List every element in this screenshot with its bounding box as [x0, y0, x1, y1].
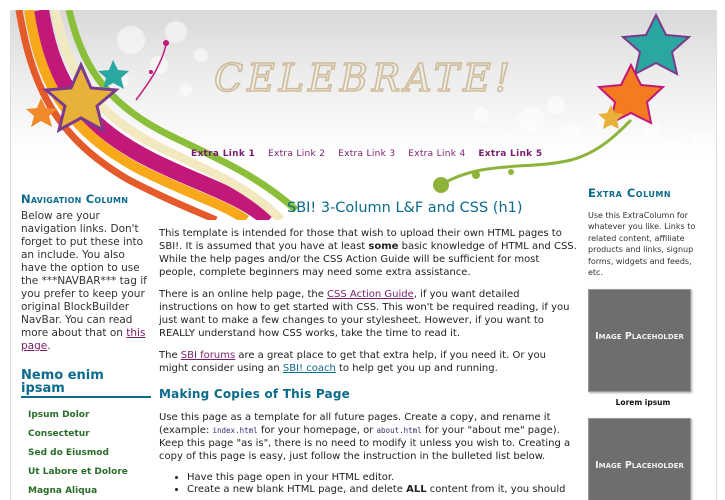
banner-title: CELEBRATE! — [214, 56, 515, 100]
this-page-link[interactable]: this page — [21, 327, 146, 352]
image-placeholder-2-label: Image Placeholder — [595, 460, 684, 471]
instruction-list — [159, 472, 577, 496]
image-placeholder-2 — [588, 418, 691, 500]
top-nav-link-5[interactable]: Extra Link 5 — [478, 149, 543, 159]
nav-section-heading: Nemo enim ipsam — [21, 369, 151, 398]
extra-column — [588, 188, 698, 500]
paragraph-help — [159, 288, 577, 340]
paragraph-forums — [159, 349, 577, 375]
css-action-guide-link[interactable]: CSS Action Guide — [327, 289, 414, 300]
image-caption: Lorem ipsum — [615, 397, 671, 407]
p1-text-b: basic knowledge of HTML and CSS. While the help pages and/or the CSS Action Guide will be sufficient for most people, complete beginners may need some extra assistance. — [159, 241, 577, 278]
nav-item-consectetur[interactable]: Consectetur — [28, 429, 90, 439]
extra-column-heading: Extra Column — [588, 186, 672, 200]
paragraph-intro — [159, 227, 577, 279]
bullet-2-text-b: content from it, you should — [426, 484, 566, 495]
bullet-1-text: Have this page open in your HTML editor. — [187, 472, 395, 483]
bullet-2-text-a: Create a new blank HTML page, and delete — [187, 484, 407, 495]
nav-item-ut-labore[interactable]: Ut Labore et Dolore — [28, 467, 128, 477]
section-heading-copies: Making Copies of This Page — [159, 387, 350, 401]
p2-text-b: , if you want detailed instructions on how to get started with CSS. This won't be required reading, if you just want to make a few changes to your stylesheet. However, if you want to REALLY understand how CSS works, take the time to read it. — [159, 289, 570, 339]
code-index-html: index.html — [212, 426, 258, 435]
p3-text-b: are a great place to get that extra help, if you need it. Or you might consider using an — [159, 350, 546, 374]
p4-text-a: Use this page as a template for all future pages. Create a copy, and rename it (example: — [159, 412, 551, 436]
navigation-column-heading: Navigation Column — [21, 192, 129, 206]
top-nav-link-4[interactable]: Extra Link 4 — [408, 149, 466, 159]
p1-bold: some — [368, 241, 399, 252]
paragraph-copies — [159, 411, 577, 463]
code-about-html: about.html — [376, 426, 422, 435]
main-content — [159, 202, 577, 496]
bullet-2-bold: ALL — [406, 484, 427, 495]
navigation-column — [21, 193, 151, 500]
p1-text-a: This template is intended for those that wish to upload their own HTML pages to SBI!. It is assumed that you have at least — [159, 228, 562, 252]
top-nav-link-3[interactable]: Extra Link 3 — [338, 149, 396, 159]
image-placeholder-1 — [588, 289, 691, 392]
extra-column-text: Use this ExtraColumn for whatever you like. Links to related content, affiliate products and links, signup forms, widgets and feeds, etc. — [588, 210, 696, 277]
p2-text-a: There is an online help page, the — [159, 289, 328, 300]
top-nav-link-2[interactable]: Extra Link 2 — [267, 149, 326, 159]
p3-text-a: The — [159, 350, 181, 361]
p4-text-b: for your homepage, or — [257, 425, 377, 436]
navigation-intro-end: . — [47, 340, 51, 352]
top-navigation — [191, 149, 552, 159]
nav-item-ipsum-dolor[interactable]: Ipsum Dolor — [28, 410, 90, 420]
p3-text-c: to help get you up and running. — [335, 363, 498, 374]
nav-item-magna-aliqua[interactable]: Magna Aliqua — [28, 486, 98, 496]
top-nav-link-1[interactable]: Extra Link 1 — [191, 149, 256, 159]
instruction-item — [187, 472, 577, 484]
navigation-intro — [21, 210, 151, 353]
sbi-coach-link[interactable]: SBI! coach — [282, 363, 336, 374]
image-placeholder-1-label: Image Placeholder — [595, 330, 684, 342]
navigation-intro-text: Below are your navigation links. Don't forget to put these into an include. You also have the option to use the ***NAVBAR*** tag if you prefer to keep your original BlockBuilder NavBar. You can read more about that on — [21, 210, 147, 339]
instruction-item — [187, 484, 577, 496]
p4-text-c: for your "about me" page). Keep this page "as is", there is no need to modify it unless you wish to. Creating a copy of this page is easy, just follow the instruction in the bulleted list below. — [159, 425, 571, 462]
page-title: SBI! 3-Column L&F and CSS (h1) — [287, 200, 523, 216]
page-frame — [10, 10, 717, 500]
nav-item-sed-do-eiusmod[interactable]: Sed do Eiusmod — [28, 448, 109, 458]
nav-list — [21, 406, 151, 500]
sbi-forums-link[interactable]: SBI forums — [180, 350, 236, 361]
